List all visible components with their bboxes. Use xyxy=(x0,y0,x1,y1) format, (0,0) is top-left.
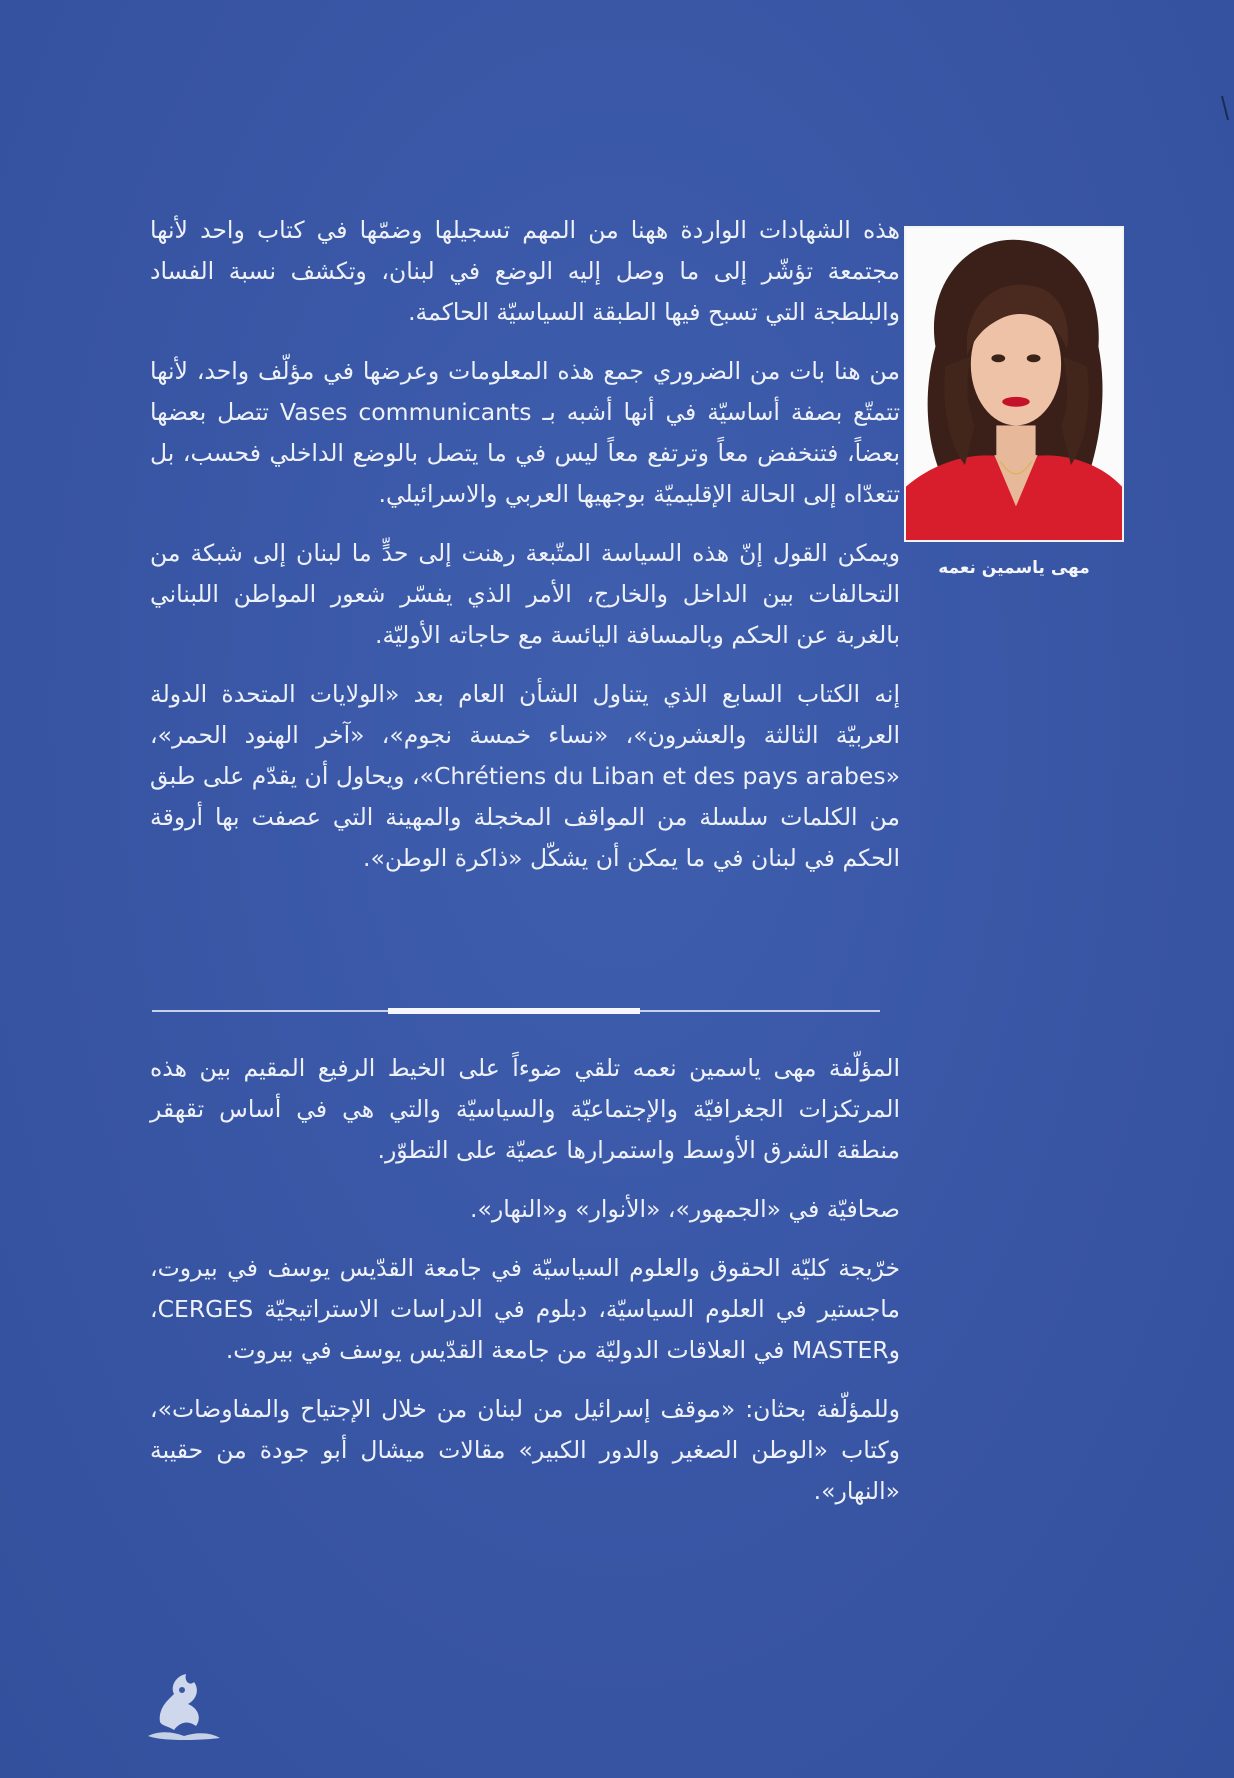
bio-paragraph: وللمؤلّفة بحثان: «موقف إسرائيل من لبنان من خلال الإجتياح والمفاوضات»، وكتاب «الوطن الصغير والدور الكبير» مقالات ميشال أبو جودة من حقيبة «النهار». xyxy=(150,1395,900,1505)
bio-paragraph: صحافيّة في «الجمهور»، «الأنوار» و«النهار». xyxy=(470,1195,900,1223)
author-caption: مهى ياسمين نعمه xyxy=(938,558,1090,578)
blurb-section xyxy=(150,210,900,897)
author-photo xyxy=(904,226,1124,542)
bio-paragraph: المؤلّفة مهى ياسمين نعمه تلقي ضوءاً على الخيط الرفيع المقيم بين هذه المرتكزات الجغرافيّة والإجتماعيّة والسياسيّة والتي هي في أساس تقهقر منطقة الشرق الأوسط واستمرارها عصيّة على التطوّر. xyxy=(150,1054,900,1164)
bio-paragraph: خرّيجة كليّة الحقوق والعلوم السياسيّة في جامعة القدّيس يوسف في بيروت، ماجستير في العلوم السياسيّة، دبلوم في الدراسات الاستراتيجيّة CERGES، وMASTER في العلاقات الدوليّة من جامعة القدّيس يوسف في بيروت. xyxy=(150,1254,900,1364)
blurb-paragraph: ويمكن القول إنّ هذه السياسة المتّبعة رهنت إلى حدٍّ ما لبنان إلى شبكة من التحالفات بين الداخل والخارج، الأمر الذي يفسّر شعور المواطن اللبناني بالغربة عن الحكم وبالمسافة اليائسة مع حاجاته الأوليّة. xyxy=(150,539,900,649)
publisher-logo-icon xyxy=(140,1660,230,1744)
corner-mark-icon xyxy=(1220,96,1230,122)
blurb-paragraph: من هنا بات من الضروري جمع هذه المعلومات وعرضها في مؤلّف واحد، لأنها تتمتّع بصفة أساسيّة في أنها أشبه بـ Vases communicants تتصل بعضها بعضاً، فتنخفض معاً وترتفع معاً ليس في ما يتصل بالوضع الداخلي فحسب، بل تتعدّاه إلى الحالة الإقليميّة بوجهيها العربي والاسرائيلي. xyxy=(150,357,900,508)
author-bio-section xyxy=(150,1048,900,1530)
section-divider-accent xyxy=(388,1008,640,1014)
blurb-paragraph: إنه الكتاب السابع الذي يتناول الشأن العام بعد «الولايات المتحدة الدولة العربيّة الثالثة والعشرون»، «نساء خمسة نجوم»، «آخر الهنود الحمر»، «Chrétiens du Liban et des pays arabes»، ويحاول أن يقدّم على طبق من الكلمات سلسلة من المواقف المخجلة والمهينة التي عصفت بها أروقة الحكم في لبنان في ما يمكن أن يشكّل «ذاكرة الوطن». xyxy=(150,680,900,872)
blurb-paragraph: هذه الشهادات الواردة ههنا من المهم تسجيلها وضمّها في كتاب واحد لأنها مجتمعة تؤشّر إلى ما وصل إليه الوضع في لبنان، وتكشف نسبة الفساد والبلطجة التي تسبح فيها الطبقة السياسيّة الحاكمة. xyxy=(150,216,900,326)
